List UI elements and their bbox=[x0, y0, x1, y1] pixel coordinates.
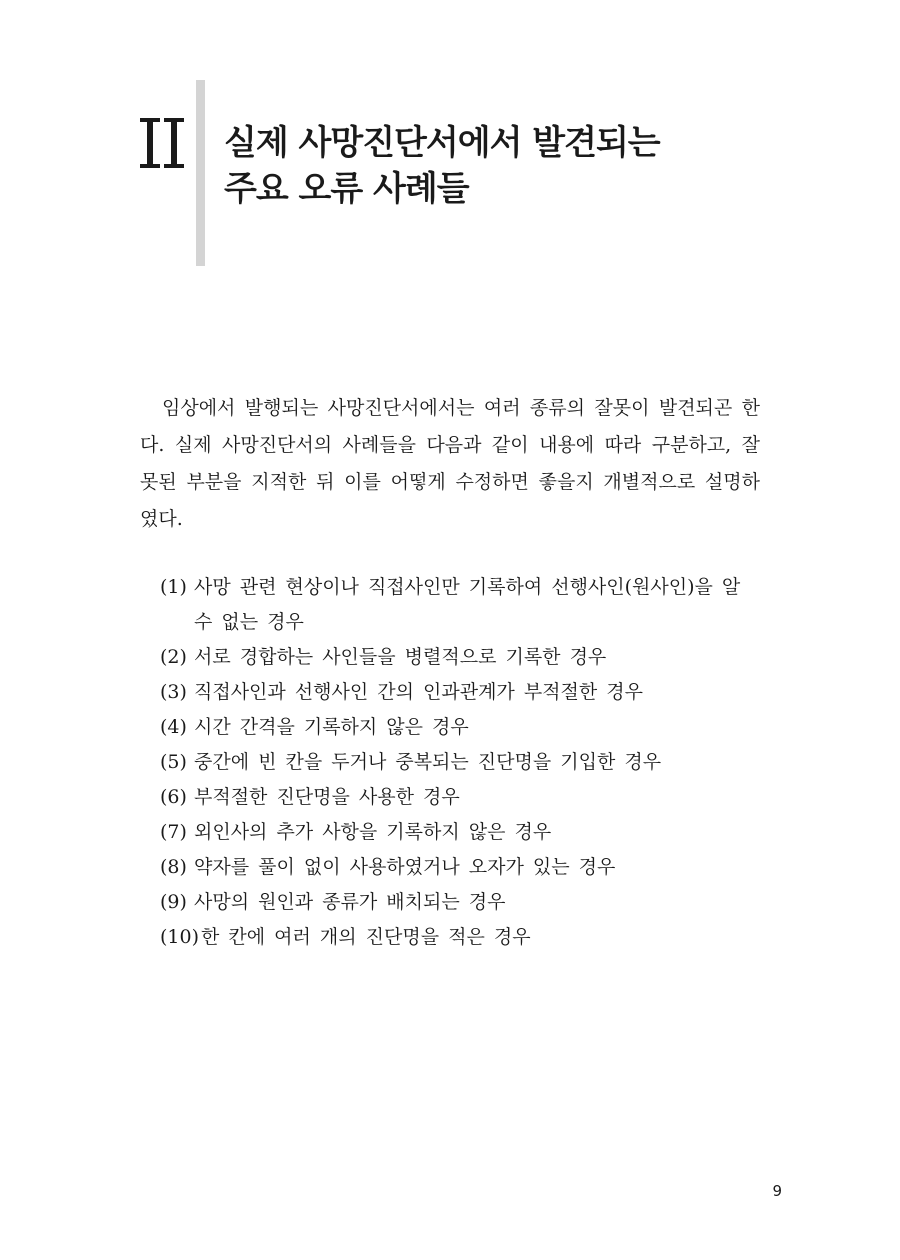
list-item-number: (5) bbox=[160, 751, 187, 773]
list-item bbox=[160, 920, 780, 955]
list-item bbox=[160, 570, 780, 640]
list-item-number: (6) bbox=[160, 786, 187, 808]
list-item-number: (3) bbox=[160, 681, 187, 703]
list-item-number: (7) bbox=[160, 821, 187, 843]
error-case-list bbox=[160, 570, 780, 955]
list-item bbox=[160, 780, 780, 815]
list-item bbox=[160, 640, 780, 675]
list-item-number: (10) bbox=[160, 926, 200, 948]
intro-text: 임상에서 발행되는 사망진단서에서는 여러 종류의 잘못이 발견되곤 한다. 실제 사망진단서의 사례들을 다음과 같이 내용에 따라 구분하고, 잘못된 부분을 지적한 뒤 이를 어떻게 수정하면 좋을지 개별적으로 설명하였다. bbox=[140, 397, 760, 530]
list-item-number: (1) bbox=[160, 576, 187, 598]
list-item-text: 중간에 빈 칸을 두거나 중복되는 진단명을 기입한 경우 bbox=[194, 751, 662, 773]
chapter-title bbox=[224, 120, 824, 212]
list-item bbox=[160, 745, 780, 780]
list-item bbox=[160, 710, 780, 745]
intro-paragraph bbox=[140, 390, 760, 538]
list-item bbox=[160, 815, 780, 850]
list-item-text: 사망 관련 현상이나 직접사인만 기록하여 선행사인(원사인)을 알 수 없는 경우 bbox=[194, 576, 741, 633]
list-item-number: (2) bbox=[160, 646, 187, 668]
chapter-title-line-2: 주요 오류 사례들 bbox=[224, 169, 469, 209]
list-item bbox=[160, 675, 780, 710]
list-item-text: 서로 경합하는 사인들을 병렬적으로 기록한 경우 bbox=[194, 646, 607, 668]
chapter-title-line-1: 실제 사망진단서에서 발견되는 bbox=[224, 123, 660, 163]
chapter-numeral bbox=[140, 118, 184, 168]
page-number: 9 bbox=[772, 1182, 782, 1200]
list-item-text: 사망의 원인과 종류가 배치되는 경우 bbox=[194, 891, 506, 913]
list-item-text: 부적절한 진단명을 사용한 경우 bbox=[194, 786, 460, 808]
list-item-number: (4) bbox=[160, 716, 187, 738]
list-item-text: 한 칸에 여러 개의 진단명을 적은 경우 bbox=[201, 926, 531, 948]
title-accent-bar bbox=[196, 80, 205, 266]
list-item bbox=[160, 850, 780, 885]
list-item-text: 시간 간격을 기록하지 않은 경우 bbox=[194, 716, 469, 738]
list-item-number: (9) bbox=[160, 891, 187, 913]
list-item bbox=[160, 885, 780, 920]
list-item-text: 약자를 풀이 없이 사용하였거나 오자가 있는 경우 bbox=[194, 856, 616, 878]
list-item-text: 직접사인과 선행사인 간의 인과관계가 부적절한 경우 bbox=[194, 681, 643, 703]
list-item-number: (8) bbox=[160, 856, 187, 878]
list-item-text: 외인사의 추가 사항을 기록하지 않은 경우 bbox=[194, 821, 552, 843]
